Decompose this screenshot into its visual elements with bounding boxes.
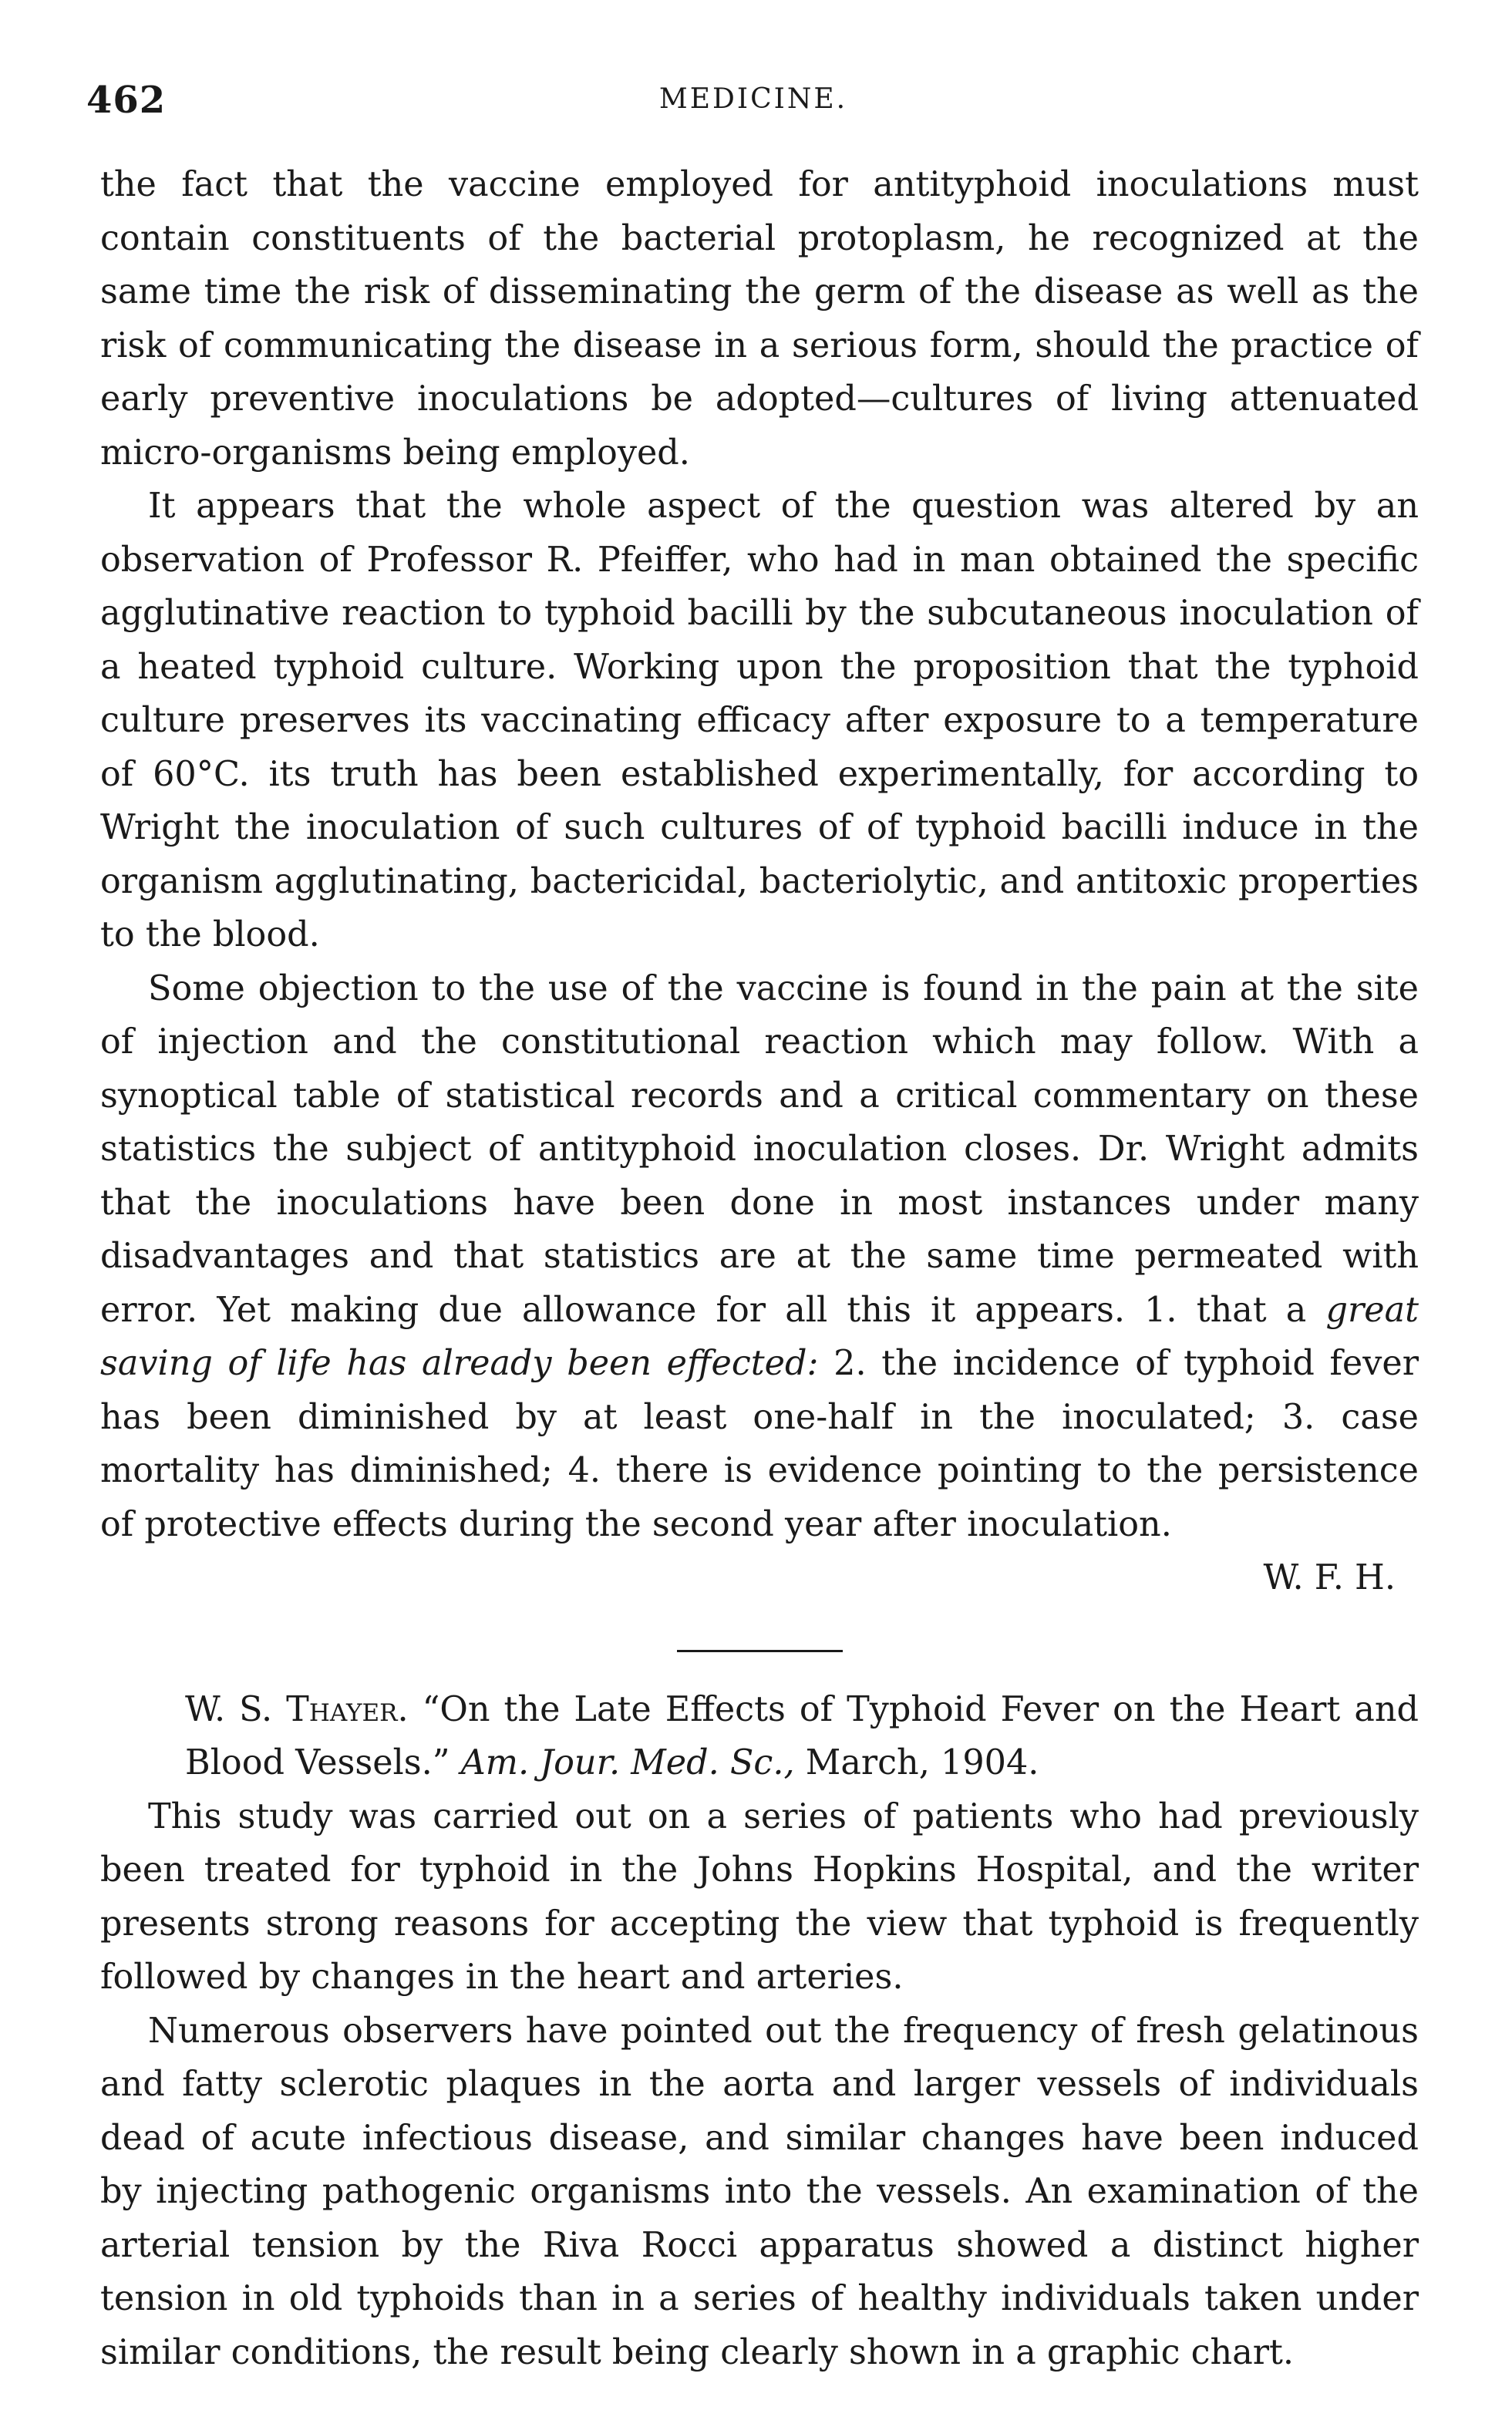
paragraph-objections-statistics	[100, 962, 1419, 1552]
article-reference	[100, 1683, 1419, 1790]
section-divider	[677, 1650, 843, 1652]
reference-title: “On the Late Effects of Typhoid Fever on the Heart and Blood Vessels.”	[185, 1689, 1419, 1782]
reference-date: March, 1904.	[794, 1743, 1039, 1782]
page-header	[86, 79, 1420, 125]
reference-author: W. S. Thayer.	[185, 1689, 409, 1729]
page-number: 462	[86, 79, 167, 122]
page-body	[100, 158, 1419, 2379]
paragraph-continued: the fact that the vaccine employed for antityphoid inoculations must contain constituents of the bacterial protoplasm, he recognized at the same time the risk of disseminating the germ of the disease as well as the risk of communicating the disease in a serious form, should the practice of early preventive inoculations be adopted—cultures of living attenuated micro-organisms being employed.	[100, 165, 1419, 473]
paragraph-text: 2. the incidence of typhoid fever has been diminished by at least one-half in the inoculated; 3. case mortality has diminished; 4. there is evidence pointing to the persistence of protective effects during the second year after inoculation.	[100, 1344, 1419, 1544]
paragraph-study-summary: This study was carried out on a series of patients who had previously been treated for typhoid in the Johns Hopkins Hospital, and the writer presents strong reasons for accepting the view that typhoid is frequently followed by changes in the heart and arteries.	[100, 1796, 1419, 1997]
paragraph-arterial-findings: Numerous observers have pointed out the frequency of fresh gelatinous and fatty sclerotic plaques in the aorta and larger vessels of individuals dead of acute infectious disease, and similar changes have been induced by injecting pathogenic organisms into the vessels. An examination of the arterial tension by the Riva Rocci apparatus showed a distinct higher tension in old typhoids than in a series of healthy individuals taken under similar conditions, the result being clearly shown in a graphic chart.	[100, 2011, 1419, 2372]
reference-journal: Am. Jour. Med. Sc.,	[460, 1743, 795, 1782]
running-head: MEDICINE.	[658, 83, 848, 115]
signature: W. F. H.	[1263, 1558, 1396, 1597]
paragraph-text: Some objection to the use of the vaccine is found in the pain at the site of injection and the constitutional reaction which may follow. With a synoptical table of statistical records and a critical commentary on these statistics the subject of antityphoid inoculation closes. Dr. Wright admits that the inoculations have been done in most instances under many disadvantages and that statistics are at the same time permeated with error. Yet making due allowance for all this it appears. 1. that a	[100, 968, 1419, 1330]
paragraph-pfeiffer-observation: It appears that the whole aspect of the question was altered by an observation of Professor R. Pfeiffer, who had in man obtained the specific agglutinative reaction to typhoid bacilli by the subcutaneous inoculation of a heated typhoid culture. Working upon the proposition that the typhoid culture preserves its vaccinating efficacy after exposure to a temperature of 60°C. its truth has been established experimentally, for according to Wright the inoculation of such cultures of of typhoid bacilli induce in the organism agglutinating, bactericidal, bacteriolytic, and antitoxic properties to the blood.	[100, 486, 1419, 954]
emphasized-text: great saving of life has already been effected:	[100, 1290, 1419, 1383]
